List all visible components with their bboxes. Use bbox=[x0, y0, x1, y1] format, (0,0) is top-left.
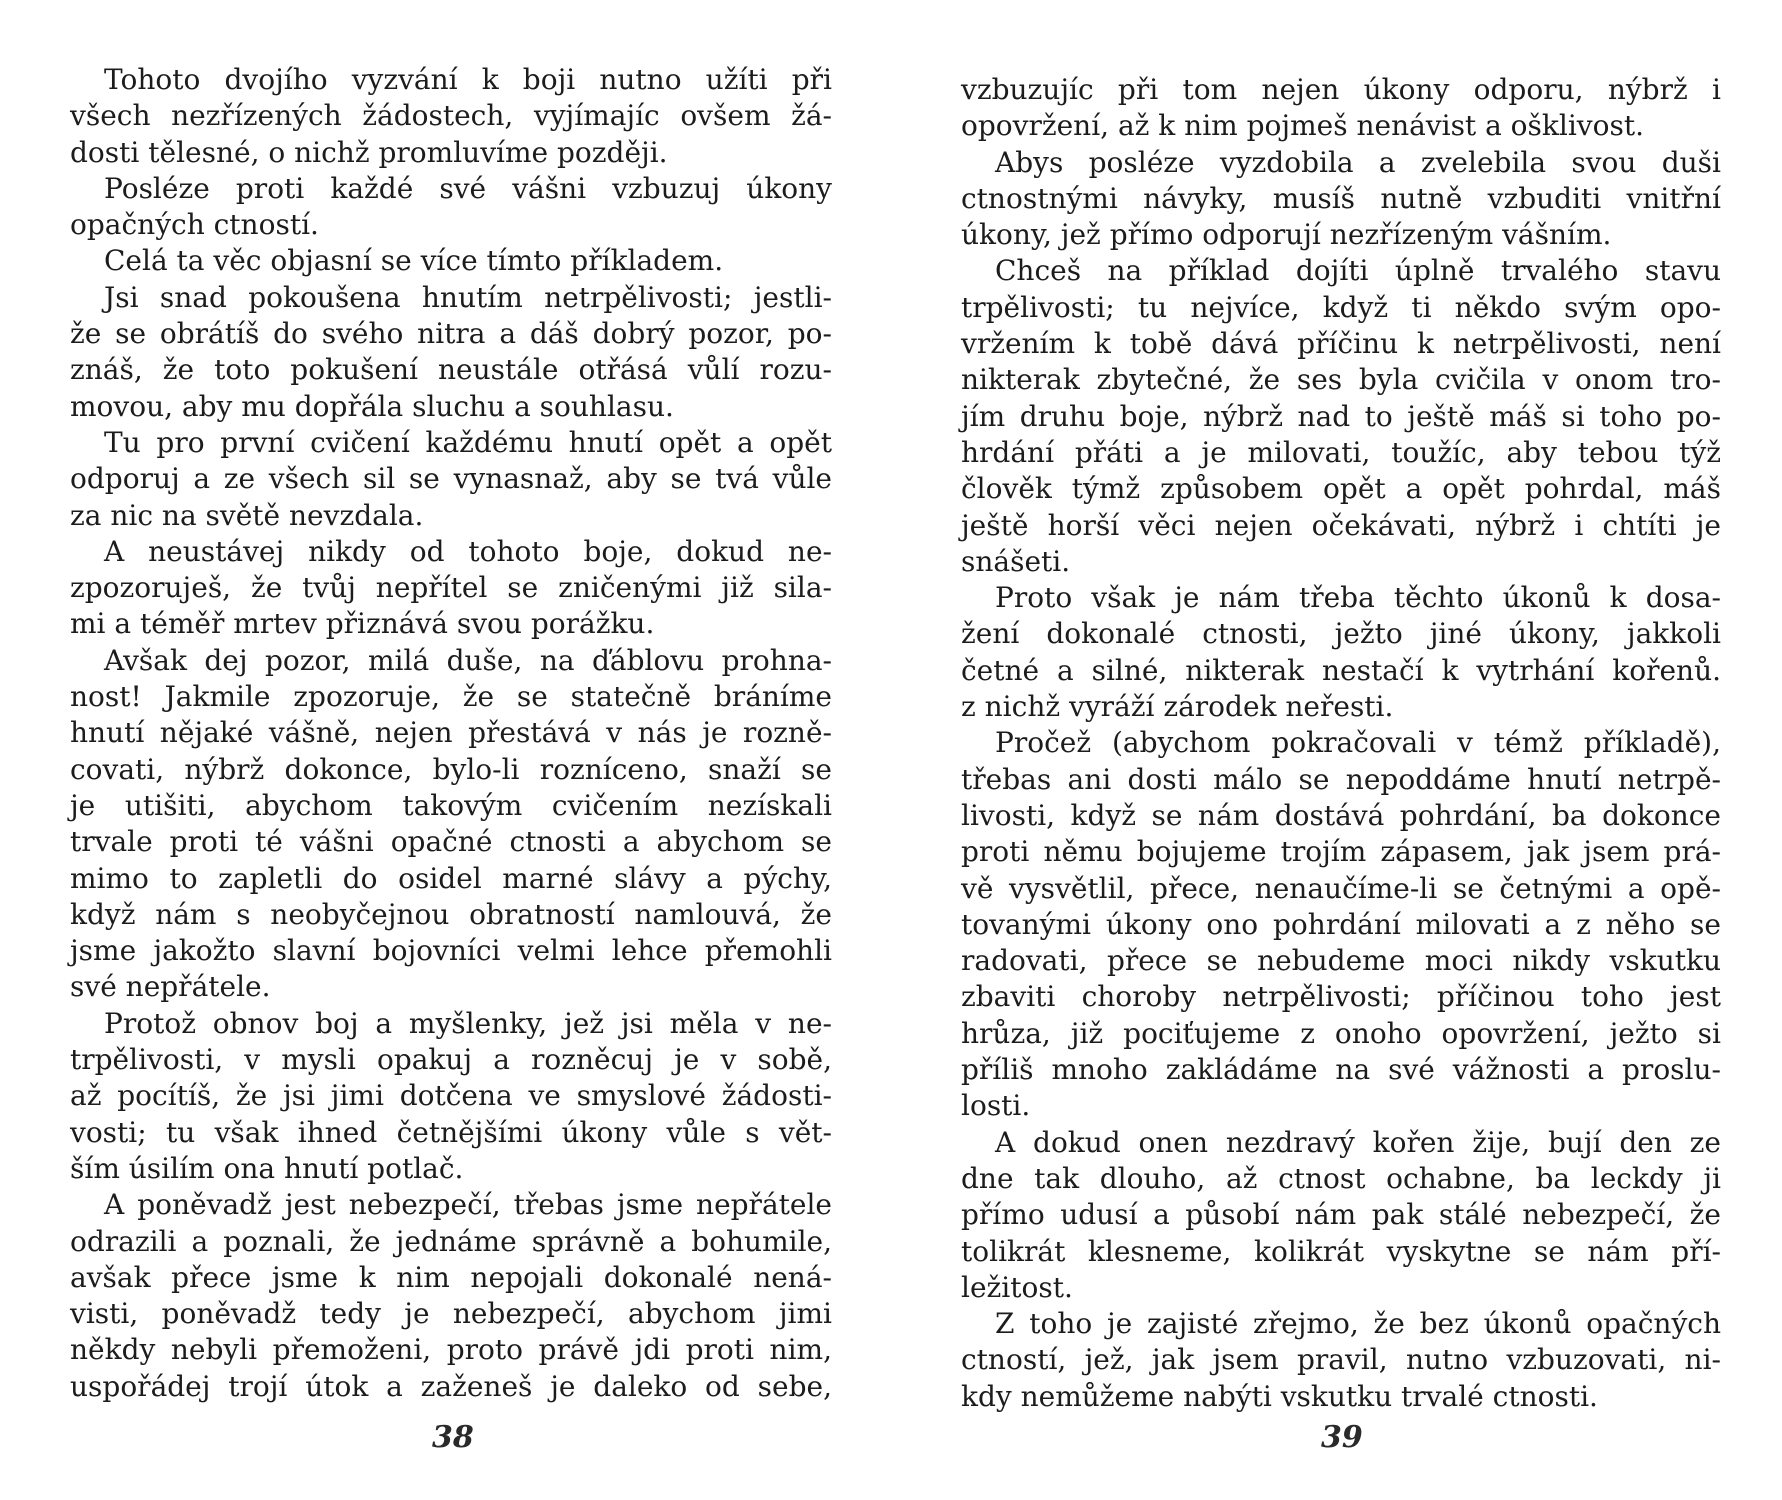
text-line: kdy nemůžeme nabýti vskutku trvalé ctnosti. bbox=[961, 1379, 1598, 1413]
text-line: že se obrátíš do svého nitra a dáš dobrý pozor, po- bbox=[70, 317, 832, 351]
text-line: livosti, když se nám dostává pohrdání, ba dokonce bbox=[961, 798, 1721, 832]
text-line: své nepřátele. bbox=[70, 970, 271, 1004]
text-line: trvale proti té vášni opačné ctnosti a abychom se bbox=[70, 825, 832, 859]
text-line: někdy nebyli přemoženi, proto právě jdi proti nim, bbox=[70, 1333, 832, 1367]
text-line: Proto však je nám třeba těchto úkonů k dosa- bbox=[995, 581, 1721, 615]
text-line: proti němu bojujeme trojím zápasem, jak jsem prá- bbox=[961, 835, 1721, 869]
text-line: odrazili a poznali, že jednáme správně a bohumile, bbox=[70, 1224, 832, 1258]
text-line: Chceš na příklad dojíti úplně trvalého stavu bbox=[995, 254, 1721, 288]
text-line: Jsi snad pokoušena hnutím netrpělivosti; jestli- bbox=[104, 280, 832, 314]
text-line: z nichž vyráží zárodek neřesti. bbox=[961, 690, 1394, 724]
text-line: znáš, že toto pokušení neustále otřásá vůlí rozu- bbox=[70, 353, 832, 387]
text-line: trpělivosti; tu nejvíce, když ti někdo svým opo- bbox=[961, 290, 1721, 324]
text-line: A dokud onen nezdravý kořen žije, bují den ze bbox=[995, 1125, 1721, 1159]
text-line: přímo udusí a působí nám pak stálé nebezpečí, že bbox=[961, 1198, 1721, 1232]
text-line: A neustávej nikdy od tohoto boje, dokud ne- bbox=[104, 534, 832, 568]
text-line: dne tak dlouho, až ctnost ochabne, ba leckdy ji bbox=[961, 1161, 1721, 1195]
text-line: mimo to zapletli do osidel marné slávy a pýchy, bbox=[70, 861, 832, 895]
right-page-text bbox=[961, 72, 1721, 1415]
text-line: tolikrát klesneme, kolikrát vyskytne se nám pří- bbox=[961, 1234, 1721, 1268]
text-line: covati, nýbrž dokonce, bylo-li rozníceno, snaží se bbox=[70, 752, 832, 786]
page-number-right: 39 bbox=[1321, 1420, 1363, 1455]
text-line: Celá ta věc objasní se více tímto příkladem. bbox=[104, 244, 724, 278]
text-line: Protož obnov boj a myšlenky, jež jsi měla v ne- bbox=[104, 1006, 832, 1040]
text-line: opovržení, až k nim pojmeš nenávist a ošklivost. bbox=[961, 109, 1644, 143]
text-line: jsme jakožto slavní bojovníci velmi lehce přemohli bbox=[70, 934, 832, 968]
text-line: hrdání přáti a je milovati, toužíc, aby tebou týž bbox=[961, 435, 1721, 469]
text-line: četné a silné, nikterak nestačí k vytrhání kořenů. bbox=[961, 653, 1721, 687]
text-line: Posléze proti každé své vášni vzbuzuj úkony bbox=[104, 171, 832, 205]
text-line: Tu pro první cvičení každému hnutí opět a opět bbox=[104, 425, 832, 459]
text-line: ctností, jež, jak jsem pravil, nutno vzbuzovati, ni- bbox=[961, 1343, 1721, 1377]
text-line: příliš mnoho zakládáme na své vážnosti a proslu- bbox=[961, 1053, 1721, 1087]
text-line: snášeti. bbox=[961, 544, 1071, 578]
text-line: ctnostnými návyky, musíš nutně vzbuditi vnitřní bbox=[961, 181, 1721, 215]
text-line: avšak přece jsme k nim nepojali dokonalé nená- bbox=[70, 1260, 832, 1294]
text-line: když nám s neobyčejnou obratností namlouvá, že bbox=[70, 897, 832, 931]
text-line: ještě horší věci nejen očekávati, nýbrž i chtíti je bbox=[961, 508, 1721, 542]
text-line: Tohoto dvojího vyzvání k boji nutno užíti při bbox=[104, 63, 832, 96]
right-page bbox=[891, 0, 1782, 1500]
text-line: nikterak zbytečné, že ses byla cvičila v onom tro- bbox=[961, 363, 1721, 397]
text-line: visti, poněvadž tedy je nebezpečí, abychom jimi bbox=[70, 1297, 832, 1331]
text-line: opačných ctností. bbox=[70, 208, 319, 242]
text-line: tovanými úkony ono pohrdání milovati a z něho se bbox=[961, 907, 1721, 941]
text-line: radovati, přece se nebudeme moci nikdy vskutku bbox=[961, 944, 1721, 978]
text-line: dosti tělesné, o nichž promluvíme později. bbox=[70, 135, 668, 169]
text-line: vzbuzujíc při tom nejen úkony odporu, nýbrž i bbox=[961, 73, 1721, 106]
text-line: trpělivosti, v mysli opakuj a rozněcuj je v sobě, bbox=[70, 1043, 832, 1077]
text-line: úkony, jež přímo odporují nezřízeným vášním. bbox=[961, 218, 1612, 252]
page-number-left: 38 bbox=[432, 1420, 474, 1455]
text-line: nost! Jakmile zpozoruje, že se statečně bráníme bbox=[70, 680, 832, 714]
text-line: uspořádej trojí útok a zaženeš je daleko od sebe, bbox=[70, 1369, 832, 1403]
text-line: třebas ani dosti málo se nepoddáme hnutí netrpě- bbox=[961, 762, 1721, 796]
text-line: vosti; tu však ihned četnějšími úkony vůle s vět- bbox=[70, 1115, 832, 1149]
text-line: ležitost. bbox=[961, 1270, 1073, 1304]
text-line: Avšak dej pozor, milá duše, na ďáblovu prohna- bbox=[104, 643, 832, 677]
text-line: za nic na světě nevzdala. bbox=[70, 498, 424, 532]
text-line: hnutí nějaké vášně, nejen přestává v nás je rozně- bbox=[70, 716, 832, 750]
text-line: A poněvadž jest nebezpečí, třebas jsme nepřátele bbox=[104, 1188, 832, 1222]
text-line: Abys posléze vyzdobila a zvelebila svou duši bbox=[995, 145, 1721, 179]
text-line: hrůza, již pociťujeme z onoho opovržení, ježto si bbox=[961, 1016, 1721, 1050]
text-line: až pocítíš, že jsi jimi dotčena ve smyslové žádosti- bbox=[70, 1079, 832, 1113]
text-line: vě vysvětlil, přece, nenaučíme-li se četnými a opě- bbox=[961, 871, 1721, 905]
text-line: ším úsilím ona hnutí potlač. bbox=[70, 1151, 464, 1185]
text-line: všech nezřízených žádostech, vyjímajíc ovšem žá- bbox=[70, 99, 832, 133]
text-line: Z toho je zajisté zřejmo, že bez úkonů opačných bbox=[995, 1307, 1721, 1341]
text-line: zbaviti choroby netrpělivosti; příčinou toho jest bbox=[961, 980, 1721, 1014]
text-line: Pročež (abychom pokračovali v témž příkladě), bbox=[995, 726, 1721, 760]
left-page-text bbox=[70, 62, 832, 1405]
text-line: člověk týmž způsobem opět a opět pohrdal, máš bbox=[961, 472, 1721, 506]
text-line: zpozoruješ, že tvůj nepřítel se zničenými již sila- bbox=[70, 571, 832, 605]
text-line: vržením k tobě dává příčinu k netrpělivosti, není bbox=[961, 327, 1721, 361]
text-line: odporuj a ze všech sil se vynasnaž, aby se tvá vůle bbox=[70, 462, 832, 496]
text-line: je utišiti, abychom takovým cvičením nezískali bbox=[70, 788, 832, 822]
text-line: jím druhu boje, nýbrž nad to ještě máš si toho po- bbox=[961, 399, 1721, 433]
text-line: mi a téměř mrtev přiznává svou porážku. bbox=[70, 607, 655, 641]
text-line: movou, aby mu dopřála sluchu a souhlasu. bbox=[70, 389, 674, 423]
text-line: losti. bbox=[961, 1089, 1031, 1123]
text-line: žení dokonalé ctnosti, ježto jiné úkony, jakkoli bbox=[961, 617, 1721, 651]
